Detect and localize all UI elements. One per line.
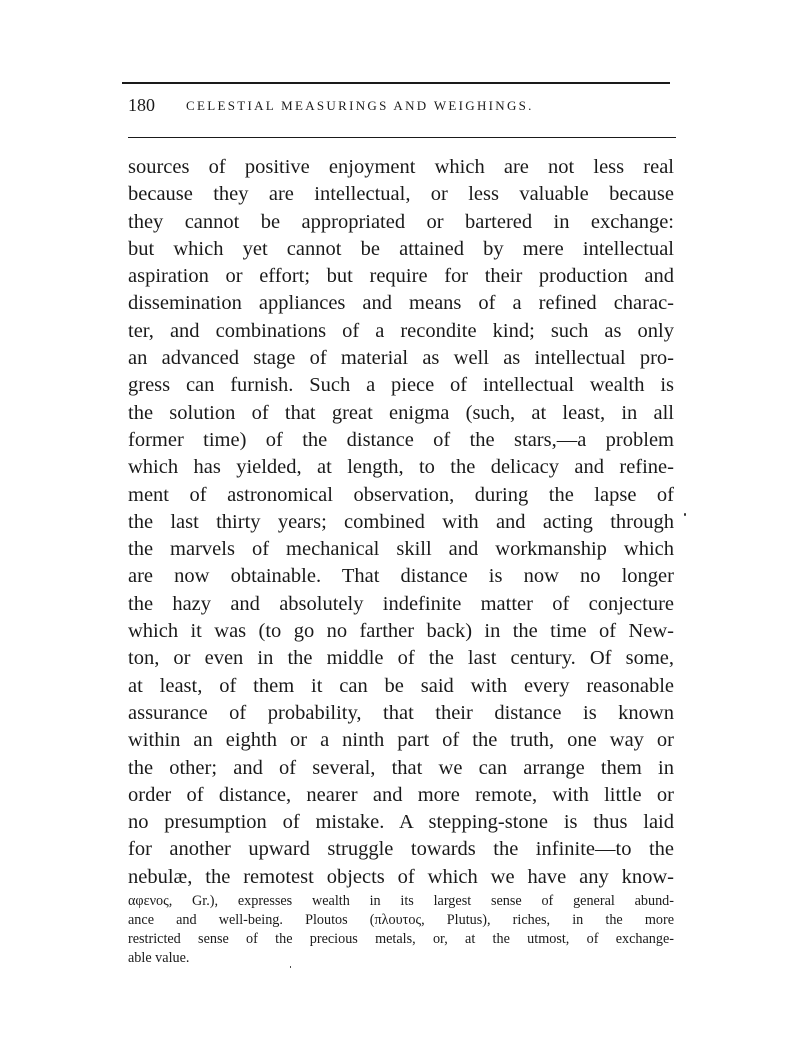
text-line: assurance of probability, that their distance is known [128,701,674,724]
body-text [128,154,674,891]
text-line: but which yet cannot be attained by mere intellectual [128,237,674,260]
header-bottom-rule [128,137,676,138]
text-line: an advanced stage of material as well as intellectual pro- [128,347,674,370]
text-line: ton, or even in the middle of the last century. Of some, [128,647,674,670]
text-line: they cannot be appropriated or bartered in exchange: [128,210,674,233]
header-top-rule [122,82,670,84]
text-line: gress can furnish. Such a piece of intellectual wealth is [128,374,674,397]
text-line: sources of positive enjoyment which are not less real [128,156,674,178]
page-number: 180 [128,95,155,115]
footnote-line: αφενος, Gr.), expresses wealth in its largest sense of general abund- [128,893,674,909]
text-line: ter, and combinations of a recondite kind; such as only [128,319,674,342]
text-line: the last thirty years; combined with and acting through [128,510,674,533]
text-line: which it was (to go no farther back) in the time of New- [128,620,674,643]
text-line: the other; and of several, that we can arrange them in [128,756,674,779]
text-line: the solution of that great enigma (such, at least, in all [128,401,674,424]
footnote-line: ance and well-being. Ploutos (πλουτος, Plutus), riches, in the more [128,912,674,928]
footnote-line: restricted sense of the precious metals, or, at the utmost, of exchange- [128,931,674,947]
running-head [128,95,676,121]
text-line: which has yielded, at length, to the delicacy and refine- [128,456,674,479]
text-line: because they are intellectual, or less valuable because [128,183,674,206]
text-line: dissemination appliances and means of a refined charac- [128,292,674,315]
footnote-line: able value. [128,950,190,966]
text-line: order of distance, nearer and more remote, with little or [128,783,674,806]
text-line: no presumption of mistake. A stepping-stone is thus laid [128,811,674,834]
text-line: at least, of them it can be said with every reasonable [128,674,674,697]
text-line: the marvels of mechanical skill and workmanship which [128,538,674,561]
text-line: nebulæ, the remotest objects of which we have any know- [128,865,674,888]
text-line: ment of astronomical observation, during the lapse of [128,483,674,506]
ink-speck [290,966,291,968]
text-line: aspiration or effort; but require for their production and [128,265,674,288]
text-line: are now obtainable. That distance is now no longer [128,565,674,588]
text-line: former time) of the distance of the stars,—a problem [128,428,674,451]
text-line: for another upward struggle towards the infinite—to the [128,838,674,861]
text-line: within an eighth or a ninth part of the truth, one way or [128,729,674,752]
running-title: CELESTIAL MEASURINGS AND WEIGHINGS. [186,98,534,113]
ink-speck [684,513,686,516]
text-line: the hazy and absolutely indefinite matter of conjecture [128,592,674,615]
footnote [128,892,674,968]
